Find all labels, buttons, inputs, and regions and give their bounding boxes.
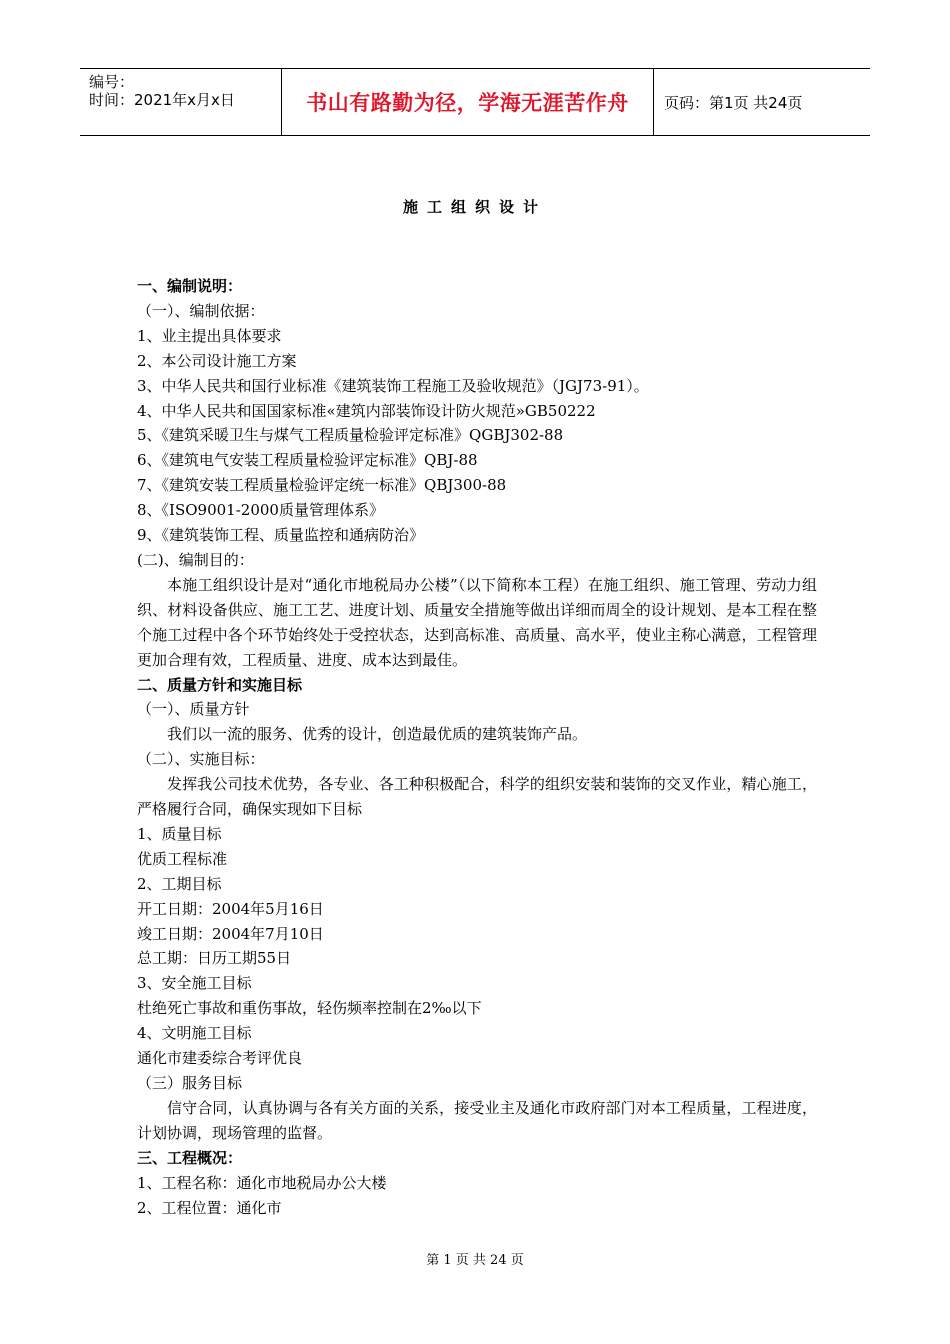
goal-line: 开工日期：2004年5月16日: [137, 899, 324, 918]
subsection-heading: （二）、实施目标：: [137, 750, 265, 769]
header-meta-cell: [80, 69, 282, 135]
section-heading: 三、工程概况：: [137, 1148, 243, 1167]
subsection-heading: （三）服务目标: [137, 1074, 243, 1092]
list-item: 4、中华人民共和国国家标准«建筑内部装饰设计防火规范»GB50222: [137, 401, 596, 420]
subsection-heading: （一）、质量方针: [137, 700, 250, 719]
goal-line: 优质工程标准: [137, 849, 228, 868]
document-title: 施工组织设计: [402, 198, 547, 216]
header-page-info: 页码：第1页 共24页: [664, 93, 803, 112]
subsection-heading: （一）、编制依据：: [137, 301, 265, 320]
header-table: [80, 68, 870, 136]
page-footer: 第 1 页 共 24 页: [426, 1253, 524, 1268]
subsection-heading: (二)、编制目的：: [137, 550, 254, 569]
list-item: 7、《建筑安装工程质量检验评定统一标准》QBJ300-88: [137, 476, 507, 495]
service-paragraph: 信守合同，认真协调与各有关方面的关系，接受业主及通化市政府部门对本工程质量，工程进度，计划协调，现场管理的监督。: [137, 1098, 817, 1142]
document-body: [137, 274, 817, 1220]
goal-line: 总工期：日历工期55日: [137, 949, 292, 968]
list-item: 1、业主提出具体要求: [137, 326, 282, 345]
purpose-paragraph: 本施工组织设计是对“通化市地税局办公楼”（以下简称本工程）在施工组织、施工管理、劳动力组织、材料设备供应、施工工艺、进度计划、质量安全措施等做出详细而周全的设计规划、是本工程在整个施工过程中各个环节始终处于受控状态，达到高标准、高质量、高水平，使业主称心满意，工程管理更加合理有效，工程质量、进度、成本达到最佳。: [137, 575, 817, 669]
list-item: 3、中华人民共和国行业标准《建筑装饰工程施工及验收规范》（JGJ73-91）。: [137, 376, 649, 395]
goal-line: 2、工期目标: [137, 874, 222, 893]
list-item: 2、工程位置：通化市: [137, 1198, 282, 1217]
list-item: 9、《建筑装饰工程、质量监控和通病防治》: [137, 526, 425, 545]
list-item: 1、工程名称：通化市地税局办公大楼: [137, 1173, 387, 1192]
section-heading: 二、质量方针和实施目标: [137, 675, 303, 694]
goal-line: 4、文明施工目标: [137, 1024, 252, 1043]
number-label: 编号：: [89, 73, 135, 91]
list-item: 5、《建筑采暖卫生与煤气工程质量检验评定标准》QGBJ302-88: [137, 426, 564, 445]
goal-line: 杜绝死亡事故和重伤事故，轻伤频率控制在2‰以下: [137, 999, 482, 1018]
list-item: 6、《建筑电气安装工程质量检验评定标准》QBJ-88: [137, 451, 478, 470]
goal-line: 竣工日期：2004年7月10日: [137, 924, 324, 943]
goal-line: 通化市建委综合考评优良: [137, 1049, 303, 1068]
goal-line: 3、安全施工目标: [137, 974, 252, 993]
header-motto: 书山有路勤为径，学海无涯苦作舟: [282, 69, 654, 135]
list-item: 8、《ISO9001-2000质量管理体系》: [137, 501, 384, 520]
date-label: 时间：2021年x月x日: [89, 91, 235, 109]
quality-policy: 我们以一流的服务、优秀的设计，创造最优质的建筑装饰产品。: [167, 725, 588, 744]
section-heading: 一、编制说明：: [137, 277, 243, 295]
goals-paragraph: 发挥我公司技术优势，各专业、各工种积极配合，科学的组织安装和装饰的交叉作业，精心施工，严格履行合同，确保实现如下目标: [137, 775, 817, 819]
goal-line: 1、质量目标: [137, 824, 222, 843]
list-item: 2、本公司设计施工方案: [137, 351, 297, 370]
